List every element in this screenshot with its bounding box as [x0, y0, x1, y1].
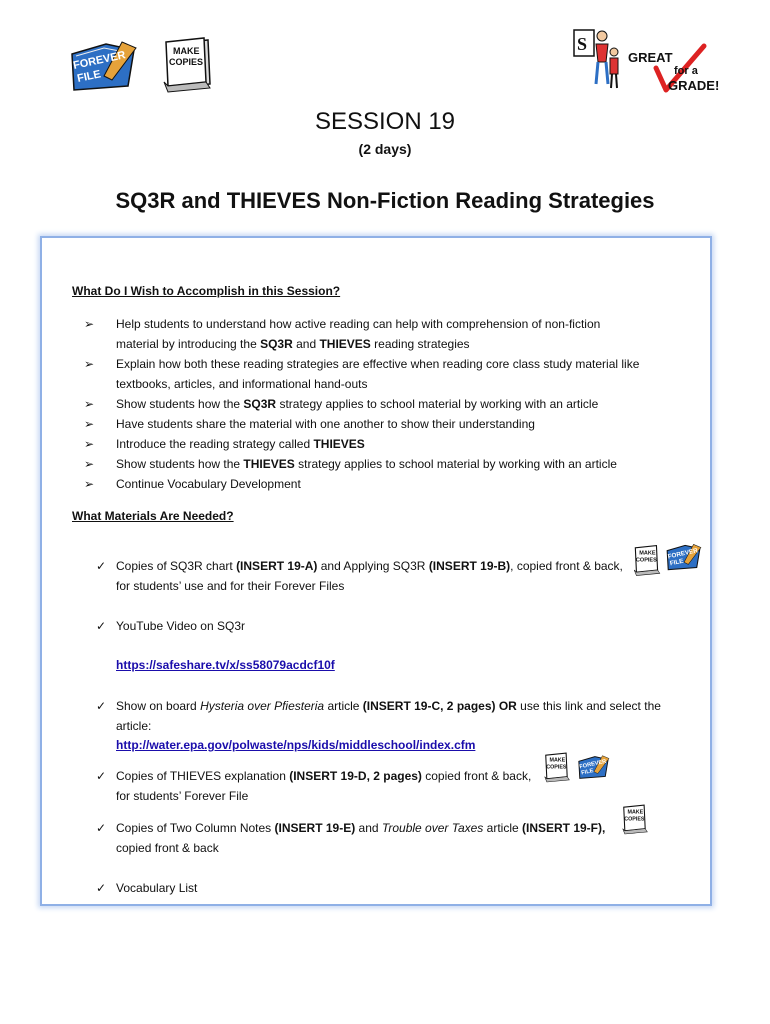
- svg-text:GRADE!: GRADE!: [668, 78, 720, 93]
- check-bullet-icon: ✓: [96, 699, 107, 713]
- materials-heading: What Materials Are Needed?: [72, 509, 234, 523]
- svg-text:MAKE: MAKE: [639, 550, 656, 557]
- check-bullet-icon: ✓: [96, 881, 107, 895]
- forever-file-icon: [576, 754, 610, 780]
- make-copies-icon: [542, 752, 572, 782]
- check-bullet-icon: ✓: [96, 821, 107, 835]
- svg-text:MAKE: MAKE: [627, 809, 644, 816]
- svg-text:FILE: FILE: [580, 768, 595, 777]
- material-item-continuation: for students’ Forever File: [116, 789, 249, 803]
- svg-text:COPIES: COPIES: [546, 764, 567, 771]
- great-for-a-grade-icon: [626, 44, 720, 94]
- arrow-bullet-icon: ➢: [84, 317, 95, 331]
- material-item: Show on board Hysteria over Pfiesteria article (INSERT 19-C, 2 pages) OR use this link and select the: [116, 699, 661, 713]
- arrow-bullet-icon: ➢: [84, 397, 95, 411]
- svg-text:GREAT: GREAT: [628, 50, 673, 65]
- check-bullet-icon: ✓: [96, 769, 107, 783]
- svg-text:MAKE: MAKE: [549, 757, 566, 764]
- check-bullet-icon: ✓: [96, 559, 107, 573]
- make-copies-icon: [620, 804, 650, 834]
- svg-text:COPIES: COPIES: [169, 57, 204, 67]
- page-title: SQ3R and THIEVES Non-Fiction Reading Strategies: [115, 188, 655, 213]
- sq3r-figures-icon: [572, 26, 622, 90]
- arrow-bullet-icon: ➢: [84, 457, 95, 471]
- svg-text:COPIES: COPIES: [624, 816, 645, 823]
- material-item-continuation: for students’ use and for their Forever Files: [116, 579, 345, 593]
- svg-text:FILE: FILE: [76, 68, 102, 85]
- make-copies-icon: [160, 36, 214, 92]
- session-duration: (2 days): [358, 141, 412, 157]
- arrow-bullet-icon: ➢: [84, 357, 95, 371]
- material-item-continuation: copied front & back: [116, 841, 219, 855]
- svg-text:COPIES: COPIES: [635, 557, 657, 564]
- arrow-bullet-icon: ➢: [84, 437, 95, 451]
- forever-file-icon: [664, 542, 702, 572]
- material-item: Vocabulary List: [116, 881, 198, 895]
- epa-link[interactable]: http://water.epa.gov/polwaste/nps/kids/middleschool/index.cfm: [116, 738, 476, 752]
- material-item: YouTube Video on SQ3r: [116, 619, 245, 633]
- arrow-bullet-icon: ➢: [84, 477, 95, 491]
- arrow-bullet-icon: ➢: [84, 417, 95, 431]
- make-copies-icon: [632, 544, 662, 576]
- svg-text:FOREVER: FOREVER: [578, 758, 607, 771]
- material-item: Copies of THIEVES explanation (INSERT 19-D, 2 pages) copied front & back,: [116, 769, 532, 783]
- material-item-continuation: article:: [116, 719, 152, 733]
- svg-text:S: S: [577, 34, 588, 54]
- svg-text:FOREVER: FOREVER: [667, 547, 699, 561]
- forever-file-icon: [66, 40, 138, 92]
- svg-text:MAKE: MAKE: [173, 46, 200, 56]
- svg-text:FILE: FILE: [669, 557, 685, 568]
- session-title: SESSION 19: [314, 108, 456, 135]
- material-item: Copies of Two Column Notes (INSERT 19-E) and Trouble over Taxes article (INSERT 19-F),: [116, 821, 606, 835]
- check-bullet-icon: ✓: [96, 619, 107, 633]
- material-item: Copies of SQ3R chart (INSERT 19-A) and Applying SQ3R (INSERT 19-B), copied front & back,: [116, 559, 623, 573]
- svg-text:FOREVER: FOREVER: [72, 49, 127, 72]
- safeshare-link[interactable]: https://safeshare.tv/x/ss58079acdcf10f: [116, 658, 335, 672]
- accomplish-heading: What Do I Wish to Accomplish in this Session?: [72, 284, 341, 298]
- svg-text:for a: for a: [674, 65, 698, 77]
